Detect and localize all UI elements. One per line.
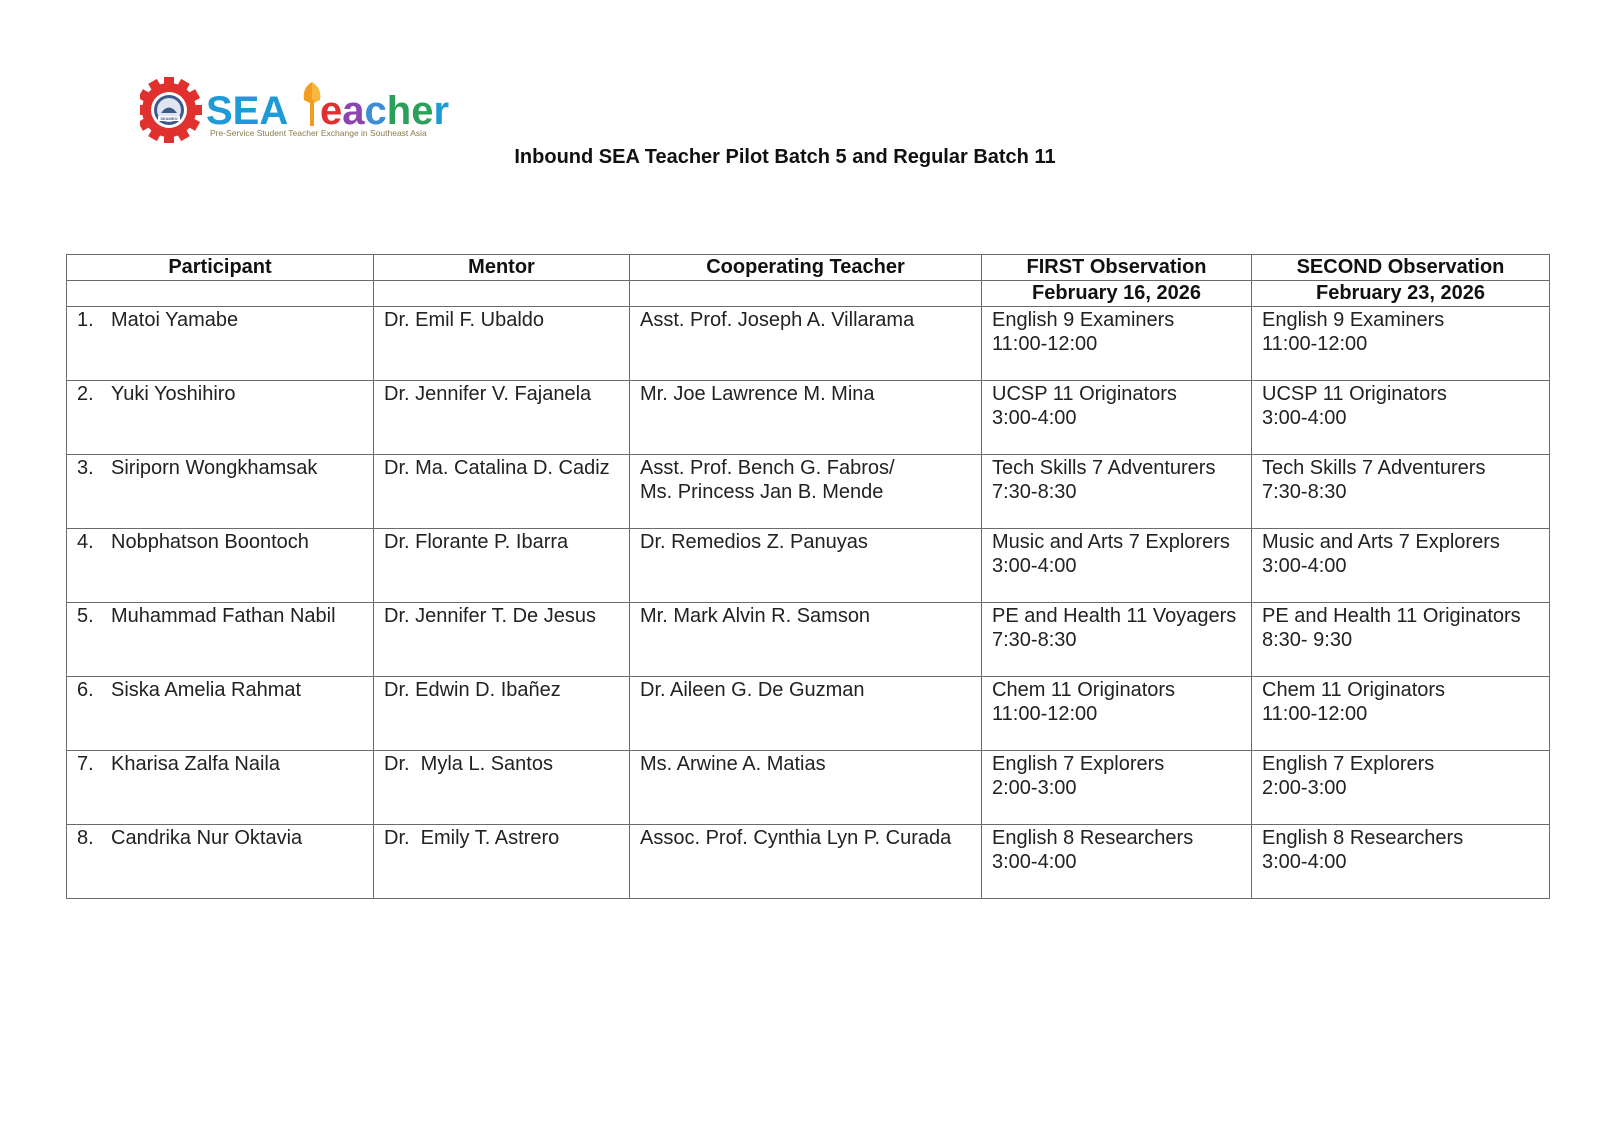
table-header-row <box>67 255 1550 281</box>
first-observation-cell: Tech Skills 7 Adventurers 7:30-8:30 <box>982 455 1252 529</box>
mentor-cell: Dr. Emil F. Ubaldo <box>374 307 630 381</box>
mentor-cell: Dr. Florante P. Ibarra <box>374 529 630 603</box>
participant-cell: 2. Yuki Yoshihiro <box>67 381 374 455</box>
table-row <box>67 677 1550 751</box>
table-row <box>67 751 1550 825</box>
participant-name: Siriporn Wongkhamsak <box>111 457 318 479</box>
second-observation-cell: Music and Arts 7 Explorers 3:00-4:00 <box>1252 529 1550 603</box>
second-observation-cell: English 7 Explorers 2:00-3:00 <box>1252 751 1550 825</box>
cooperating-teacher-cell: Asst. Prof. Joseph A. Villarama <box>630 307 982 381</box>
svg-text:Pre-Service Student Teacher Ex: Pre-Service Student Teacher Exchange in Southeast Asia <box>210 128 427 138</box>
table-row <box>67 603 1550 677</box>
participant-header: Participant <box>67 255 374 281</box>
participant-cell: 4. Nobphatson Boontoch <box>67 529 374 603</box>
first-observation-cell: English 8 Researchers 3:00-4:00 <box>982 825 1252 899</box>
participant-name: Matoi Yamabe <box>111 309 239 331</box>
participant-cell: 6. Siska Amelia Rahmat <box>67 677 374 751</box>
participant-name: Candrika Nur Oktavia <box>111 827 303 849</box>
mentor-cell: Dr. Jennifer T. De Jesus <box>374 603 630 677</box>
first-observation-cell: UCSP 11 Originators 3:00-4:00 <box>982 381 1252 455</box>
sea-teacher-logo <box>140 72 480 146</box>
second-observation-cell: English 9 Examiners 11:00-12:00 <box>1252 307 1550 381</box>
table-row <box>67 529 1550 603</box>
svg-text:SEAMEO: SEAMEO <box>160 116 178 121</box>
first-observation-header: FIRST Observation <box>982 255 1252 281</box>
first-observation-cell: English 7 Explorers 2:00-3:00 <box>982 751 1252 825</box>
participant-name: Yuki Yoshihiro <box>111 383 236 405</box>
table-row <box>67 455 1550 529</box>
second-observation-header: SECOND Observation <box>1252 255 1550 281</box>
second-observation-date: February 23, 2026 <box>1252 281 1550 307</box>
table-row <box>67 307 1550 381</box>
second-observation-cell: English 8 Researchers 3:00-4:00 <box>1252 825 1550 899</box>
mentor-cell: Dr. Ma. Catalina D. Cadiz <box>374 455 630 529</box>
cooperating-teacher-cell: Dr. Remedios Z. Panuyas <box>630 529 982 603</box>
first-observation-cell: Chem 11 Originators 11:00-12:00 <box>982 677 1252 751</box>
mentor-cell: Dr. Myla L. Santos <box>374 751 630 825</box>
participant-cell: 5. Muhammad Fathan Nabil <box>67 603 374 677</box>
svg-text:SEA: SEA <box>206 89 289 133</box>
empty-cell <box>374 281 630 307</box>
cooperating-teacher-cell: Assoc. Prof. Cynthia Lyn P. Curada <box>630 825 982 899</box>
participant-name: Kharisa Zalfa Naila <box>111 753 280 775</box>
second-observation-cell: PE and Health 11 Originators 8:30- 9:30 <box>1252 603 1550 677</box>
second-observation-cell: Tech Skills 7 Adventurers 7:30-8:30 <box>1252 455 1550 529</box>
cooperating-teacher-cell: Asst. Prof. Bench G. Fabros/ Ms. Princess Jan B. Mende <box>630 455 982 529</box>
second-observation-cell: UCSP 11 Originators 3:00-4:00 <box>1252 381 1550 455</box>
mentor-cell: Dr. Jennifer V. Fajanela <box>374 381 630 455</box>
empty-cell <box>67 281 374 307</box>
mentor-cell: Dr. Emily T. Astrero <box>374 825 630 899</box>
participant-cell: 1. Matoi Yamabe <box>67 307 374 381</box>
participant-cell: 8. Candrika Nur Oktavia <box>67 825 374 899</box>
mentor-header: Mentor <box>374 255 630 281</box>
cooperating-teacher-cell: Mr. Mark Alvin R. Samson <box>630 603 982 677</box>
first-observation-cell: English 9 Examiners 11:00-12:00 <box>982 307 1252 381</box>
cooperating-teacher-header: Cooperating Teacher <box>630 255 982 281</box>
date-row <box>67 281 1550 307</box>
participant-name: Nobphatson Boontoch <box>111 531 309 553</box>
mentor-cell: Dr. Edwin D. Ibañez <box>374 677 630 751</box>
cooperating-teacher-cell: Ms. Arwine A. Matias <box>630 751 982 825</box>
observation-schedule-table <box>66 254 1550 899</box>
first-observation-date: February 16, 2026 <box>982 281 1252 307</box>
first-observation-cell: Music and Arts 7 Explorers 3:00-4:00 <box>982 529 1252 603</box>
table-row <box>67 825 1550 899</box>
empty-cell <box>630 281 982 307</box>
first-observation-cell: PE and Health 11 Voyagers 7:30-8:30 <box>982 603 1252 677</box>
participant-name: Siska Amelia Rahmat <box>111 679 302 701</box>
table-row <box>67 381 1550 455</box>
participant-cell: 7. Kharisa Zalfa Naila <box>67 751 374 825</box>
participant-cell: 3. Siriporn Wongkhamsak <box>67 455 374 529</box>
cooperating-teacher-cell: Dr. Aileen G. De Guzman <box>630 677 982 751</box>
document-title: Inbound SEA Teacher Pilot Batch 5 and Regular Batch 11 <box>514 146 1056 168</box>
participant-name: Muhammad Fathan Nabil <box>111 605 336 627</box>
second-observation-cell: Chem 11 Originators 11:00-12:00 <box>1252 677 1550 751</box>
cooperating-teacher-cell: Mr. Joe Lawrence M. Mina <box>630 381 982 455</box>
svg-text:eacher: eacher <box>320 89 450 133</box>
